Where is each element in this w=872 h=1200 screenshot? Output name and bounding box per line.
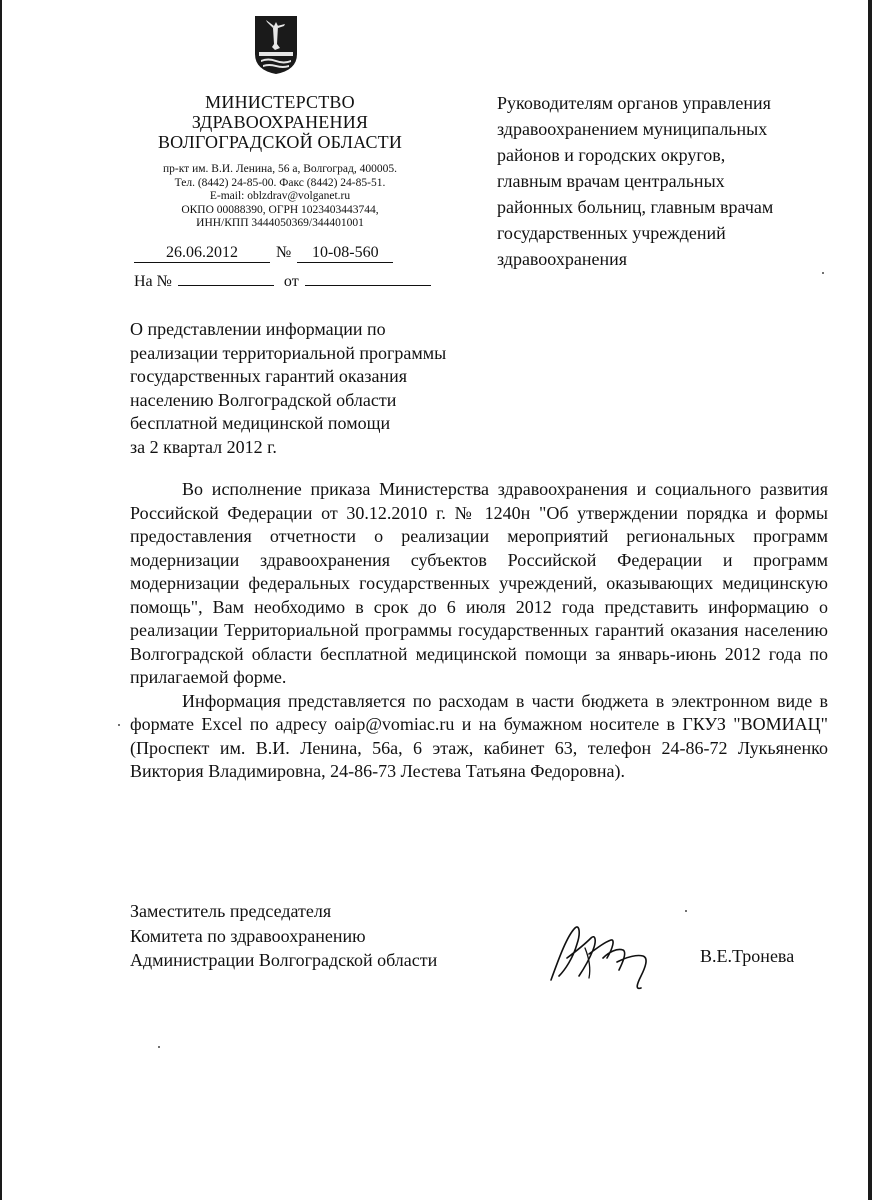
registration-number: 10-08-560 bbox=[297, 244, 393, 263]
address-line: ИНН/КПП 3444050369/344401001 bbox=[196, 217, 364, 229]
scan-speck bbox=[158, 1046, 160, 1048]
address-line: E-mail: oblzdrav@volganet.ru bbox=[209, 190, 351, 202]
recipient-line: главным врачам центральных bbox=[497, 171, 725, 191]
ministry-address bbox=[110, 163, 450, 231]
recipient-line: районов и городских округов, bbox=[497, 145, 726, 165]
subject-line: населению Волгоградской области bbox=[130, 389, 397, 410]
scan-edge-right bbox=[868, 0, 872, 1200]
registration-line bbox=[134, 244, 393, 263]
scan-speck bbox=[118, 724, 120, 726]
subject-line: за 2 квартал 2012 г. bbox=[130, 436, 277, 457]
registration-date: 26.06.2012 bbox=[134, 244, 270, 263]
ministry-name bbox=[130, 92, 430, 152]
reference-line bbox=[134, 273, 431, 291]
recipient-line: здравоохранения bbox=[497, 249, 628, 269]
number-sign: № bbox=[276, 244, 292, 261]
signer-position-line: Комитета по здравоохранению bbox=[130, 925, 366, 946]
body-paragraph: Информация представляется по расходам в части бюджета в электронном виде в формате Excel по адресу oaip@vomiac.ru и на бумажном носителе в ГКУЗ "ВОМИАЦ" (Проспект им. В.И. Ленина, 56а, 6 этаж, кабинет 63, телефон 24-86-72 Лукьяненко Виктория Владимировна, 24-86-73 Лестева Татьяна Федоровна). bbox=[130, 690, 828, 781]
handwritten-signature-icon bbox=[545, 918, 670, 998]
recipient-block bbox=[497, 90, 842, 272]
scan-speck bbox=[685, 910, 687, 912]
signer-position-line: Администрации Волгоградской области bbox=[130, 950, 438, 970]
na-blank bbox=[178, 273, 274, 286]
ministry-line: ЗДРАВООХРАНЕНИЯ bbox=[191, 112, 369, 132]
address-line: ОКПО 00088390, ОГРН 1023403443744, bbox=[181, 203, 379, 216]
subject-line: О представлении информации по bbox=[130, 319, 386, 339]
address-line: пр-кт им. В.И. Ленина, 56 а, Волгоград, 400005. bbox=[163, 163, 397, 175]
recipient-line: здравоохранением муниципальных bbox=[497, 119, 768, 139]
na-label: На № bbox=[134, 273, 172, 290]
address-line: Тел. (8442) 24-85-00. Факс (8442) 24-85-51. bbox=[174, 176, 386, 189]
letter-body bbox=[130, 478, 828, 784]
signer-position bbox=[130, 899, 437, 973]
recipient-line: Руководителям органов управления bbox=[497, 93, 771, 113]
body-paragraph: Во исполнение приказа Министерства здравоохранения и социального развития Российской Федерации от 30.12.2010 г. № 1240н "Об утверждении порядка и формы предоставления отчетности о реализации мероприятий региональных программ модернизации здравоохранения субъектов Российской Федерации и программ модернизации федеральных государственных учреждений, оказывающих медицинскую помощь", Вам необходимо в срок до 6 июля 2012 года представить информацию о реализации Территориальной программы государственных гарантий оказания населению Волгоградской области бесплатной медицинской помощи за январь-июнь 2012 года по прилагаемой форме. bbox=[130, 479, 828, 687]
ot-label: от bbox=[283, 273, 299, 290]
signer-name: В.Е.Тронева bbox=[700, 946, 795, 966]
recipient-line: государственных учреждений bbox=[497, 223, 726, 243]
subject-line: бесплатной медицинской помощи bbox=[130, 413, 391, 433]
coat-of-arms-icon bbox=[253, 14, 299, 76]
subject-line: реализации территориальной программы bbox=[130, 342, 447, 363]
ministry-line: ВОЛГОГРАДСКОЙ ОБЛАСТИ bbox=[157, 132, 403, 152]
ministry-line: МИНИСТЕРСТВО bbox=[205, 92, 355, 112]
ot-blank bbox=[305, 273, 431, 286]
recipient-line: районных больниц, главным врачам bbox=[497, 197, 774, 217]
scan-edge-left bbox=[0, 0, 2, 1200]
signer-position-line: Заместитель председателя bbox=[130, 901, 332, 921]
subject-block bbox=[130, 318, 490, 459]
scan-speck bbox=[822, 272, 824, 274]
subject-line: государственных гарантий оказания bbox=[130, 366, 407, 386]
